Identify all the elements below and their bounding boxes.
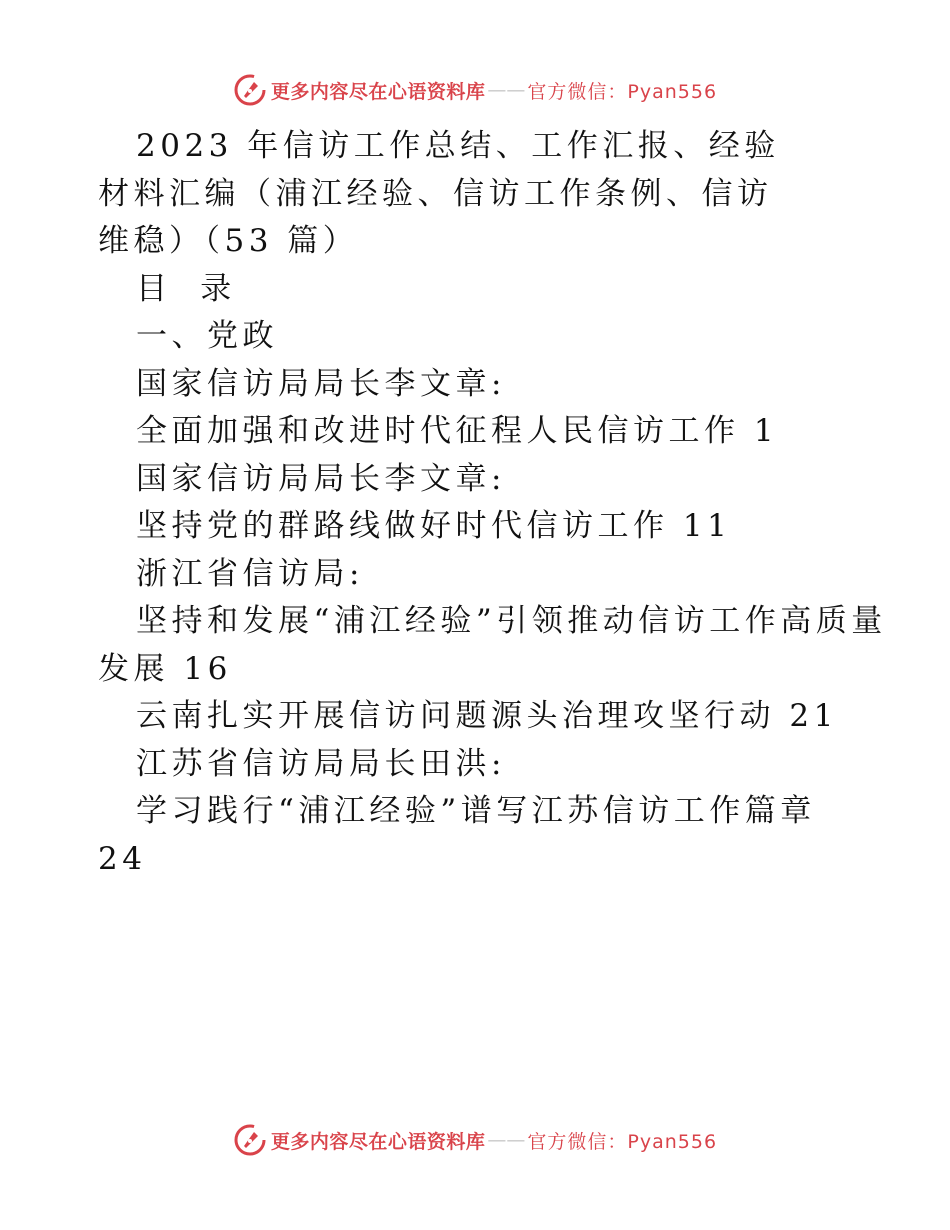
banner-separator: —— bbox=[487, 79, 526, 101]
section-heading: 一、党政 bbox=[136, 318, 278, 354]
banner-separator: —— bbox=[487, 1129, 526, 1151]
banner-wechat: 官方微信：Pyan556 bbox=[527, 80, 718, 103]
toc-entry: 国家信访局局长李文章: bbox=[136, 460, 506, 497]
document-title: 2023 年信访工作总结、工作汇报、经验材料汇编（浦江经验、信访工作条例、信访维稳）（53 篇） bbox=[98, 128, 780, 259]
toc-entry: 国家信访局局长李文章: bbox=[136, 365, 506, 402]
toc-entry: 坚持党的群路线做好时代信访工作 11 bbox=[136, 508, 732, 544]
banner-wechat: 官方微信：Pyan556 bbox=[527, 1130, 718, 1153]
pen-nib-logo-icon bbox=[233, 73, 267, 107]
toc-entry: 学习践行“浦江经验”谱写江苏信访工作篇章 24 bbox=[98, 793, 816, 877]
toc-heading: 目 录 bbox=[136, 270, 236, 307]
toc-entry: 云南扎实开展信访问题源头治理攻坚行动 21 bbox=[136, 698, 838, 734]
toc-entry: 浙江省信访局: bbox=[136, 555, 364, 592]
banner-text: 更多内容尽在心语资料库 bbox=[270, 1130, 486, 1153]
pen-nib-logo-icon bbox=[233, 1123, 267, 1157]
toc-entry: 江苏省信访局局长田洪: bbox=[136, 745, 506, 782]
toc-entry: 全面加强和改进时代征程人民信访工作 1 bbox=[136, 413, 779, 449]
banner-text: 更多内容尽在心语资料库 bbox=[270, 80, 486, 103]
document-body bbox=[98, 123, 888, 883]
footer-banner bbox=[0, 1120, 950, 1160]
toc-entry: 坚持和发展“浦江经验”引领推动信访工作高质量发展 16 bbox=[98, 603, 887, 687]
header-banner bbox=[0, 70, 950, 110]
